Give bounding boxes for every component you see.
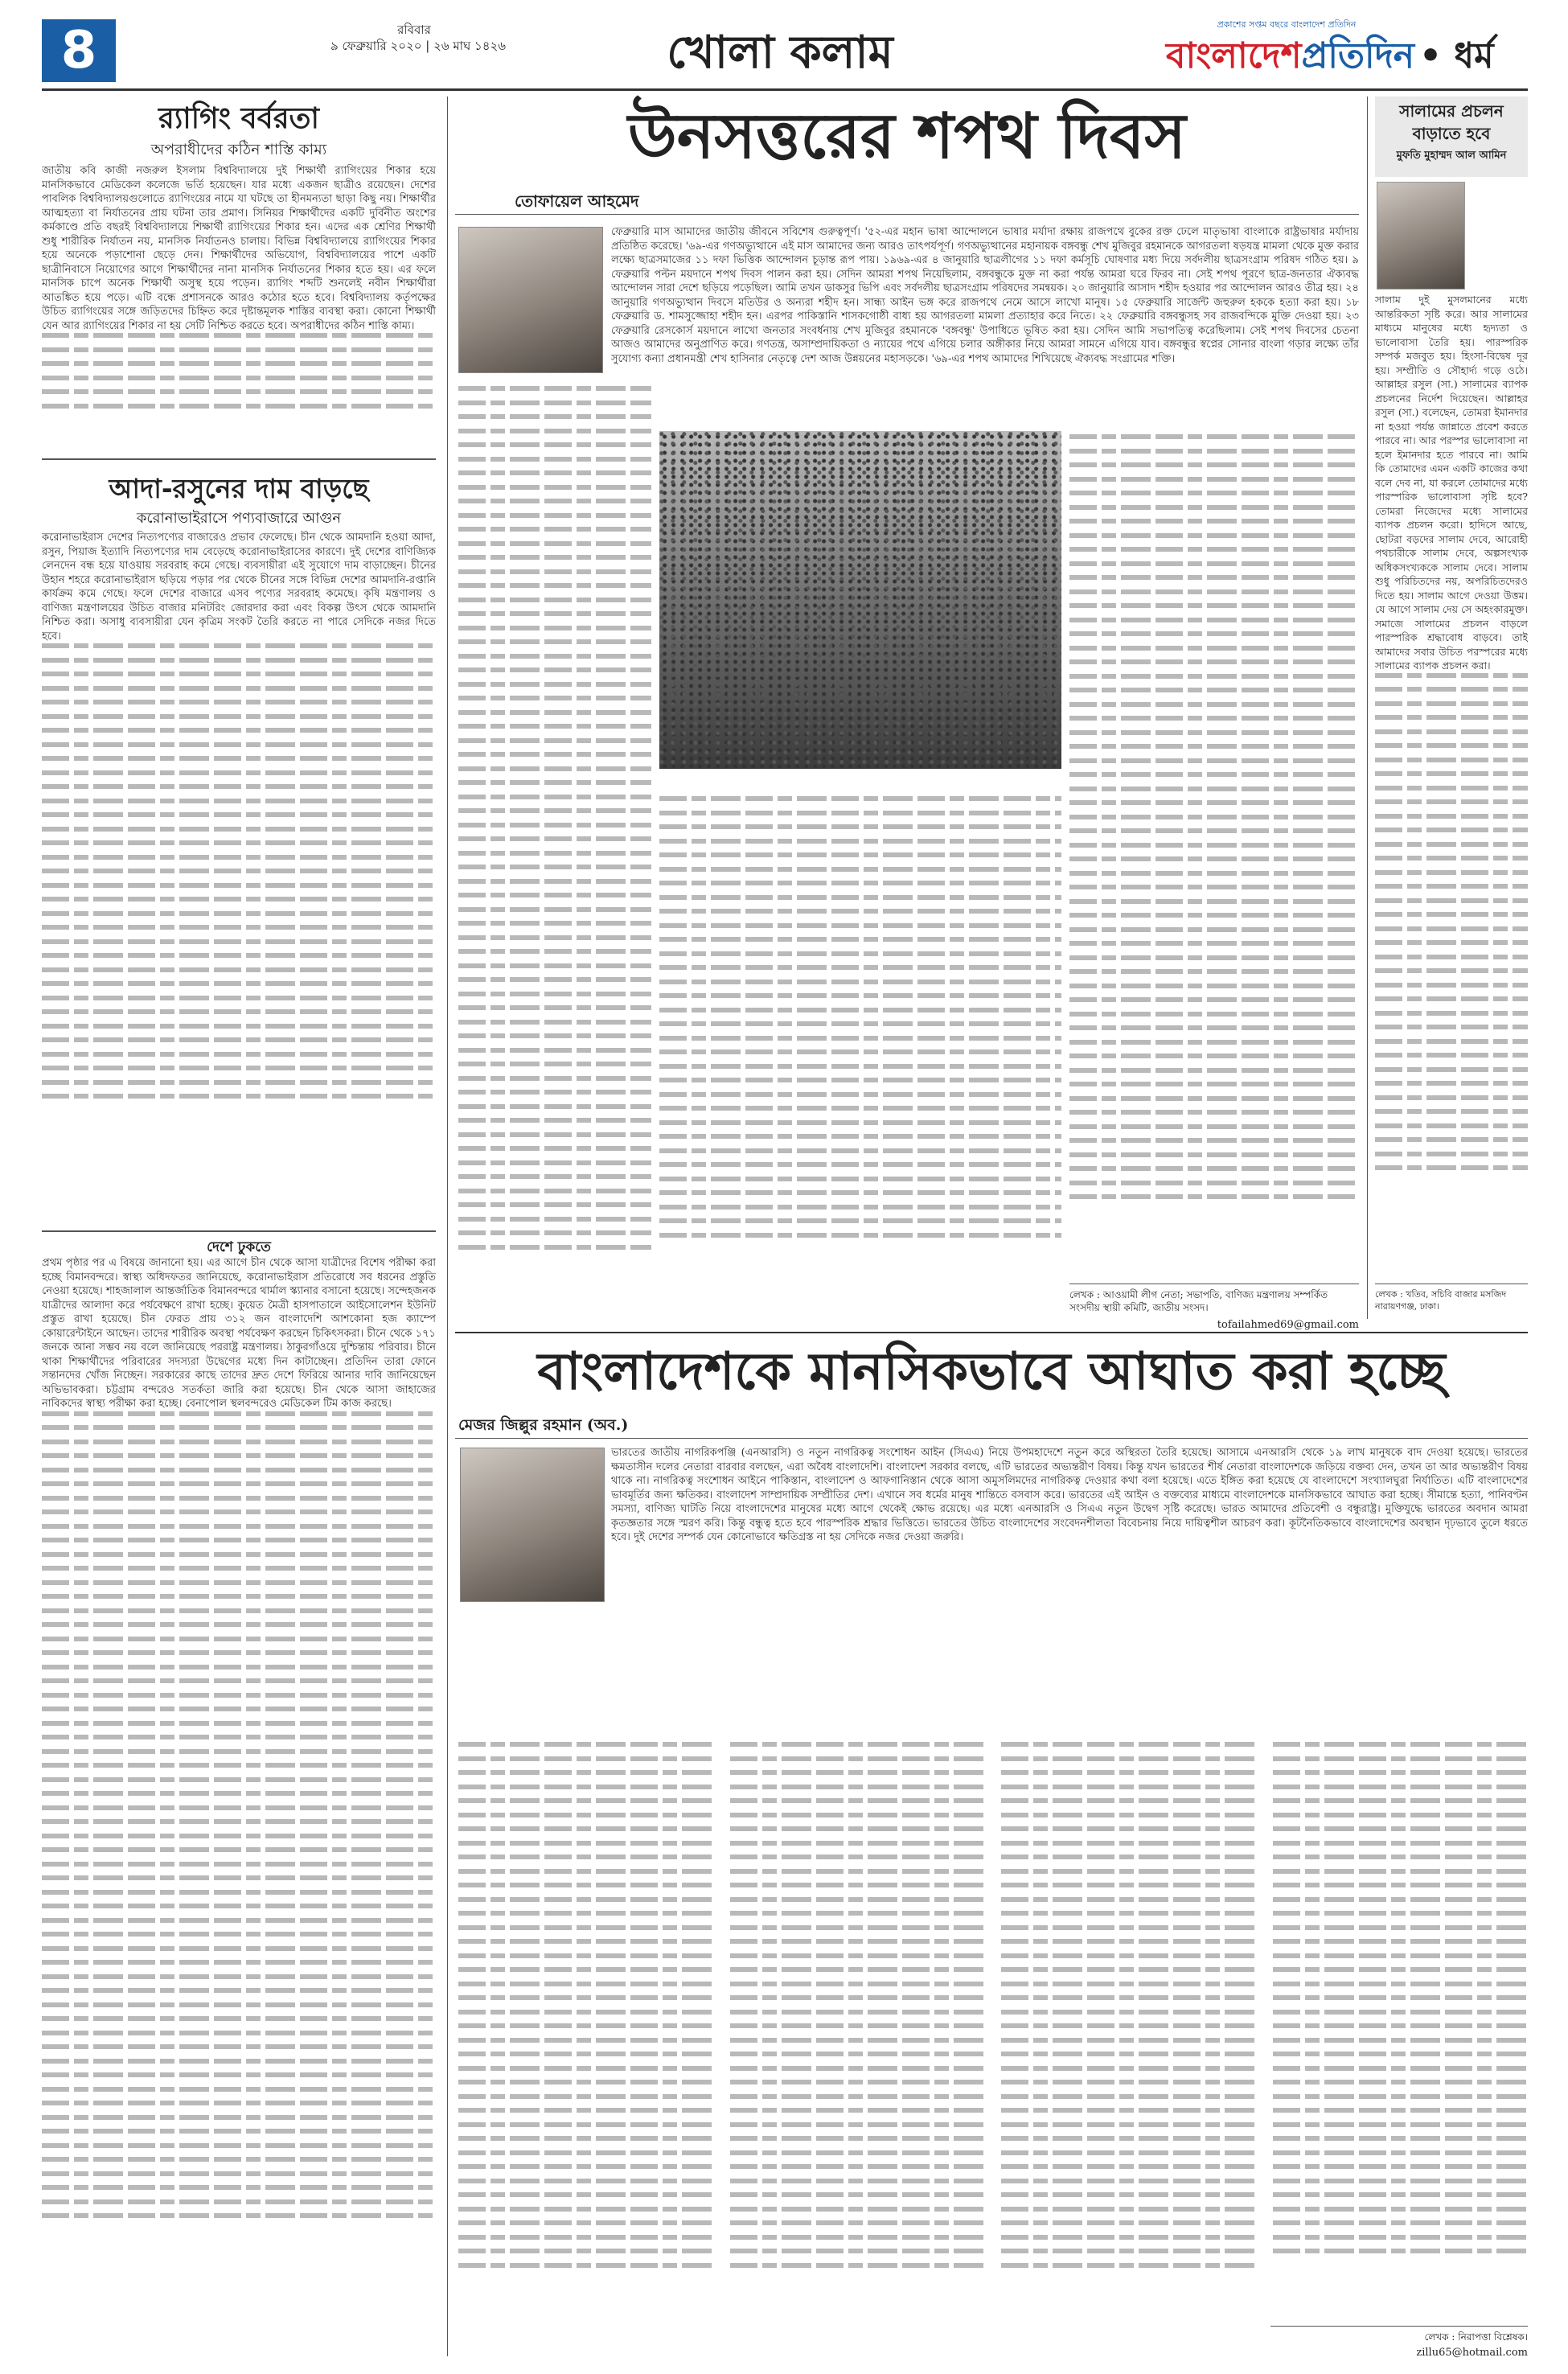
bottom-email: zillu65@hotmail.com <box>1416 2347 1528 2359</box>
ginger-body <box>42 531 436 1221</box>
ragging-subtitle: অপরাধীদের কঠিন শাস্তি কাম্য <box>150 141 327 158</box>
masthead-suffix: • ধর্ম <box>1418 35 1494 76</box>
main-title: উনসত্তরের শপথ দিবস <box>628 101 1186 173</box>
ginger-title: আদা-রসুনের দাম বাড়ছে <box>109 473 369 504</box>
salam-body <box>1375 293 1528 1274</box>
dese-body <box>42 1256 436 2351</box>
divider-ginger <box>42 1230 436 1232</box>
main-body-col3 <box>1069 434 1359 1271</box>
column-rule-left <box>447 97 448 2356</box>
masthead-part1: বাংলাদেশ <box>1166 35 1302 76</box>
date-line: ৯ ফেব্রুয়ারি ২০২০ | ২৬ মাঘ ১৪২৬ <box>330 39 507 53</box>
bottom-title: বাংলাদেশকে মানসিকভাবে আঘাত করা হচ্ছে <box>537 1342 1446 1402</box>
bottom-body-cols <box>458 1742 1528 2321</box>
bottom-body <box>611 1446 1528 1739</box>
main-body-text: ফেব্রুয়ারি মাস আমাদের জাতীয় জীবনে সবিশেষ গুরুত্বপূর্ণ। '৫২-এর মহান ভাষা আন্দোলনে ভাষার মর্যাদা রক্ষায় রাজপথে বুকের রক্ত ঢেলে মাতৃভাষা বাংলাকে রাষ্ট্রভাষার মর্যাদায় প্রতিষ্ঠিত করেছে। '৬৯-এর গণঅভ্যুত্থানে এই মাস আমাদের জন্য আরও তাৎপর্যপূর্ণ। গণঅভ্যুত্থানের মহানায়ক বঙ্গবন্ধু শেখ মুজিবুর রহমানকে আগরতলা ষড়যন্ত্র মামলা থেকে মুক্ত করার লক্ষ্যে ছাত্রসমাজের ১১ দফা ভিত্তিক আন্দোলন চূড়ান্ত রূপ পায়। ১৯৬৯-এর ৪ জানুয়ারি ছাত্রলীগের ১১ দফা কর্মসূচি ঘোষণার মধ্য দিয়ে সর্বদলীয় ছাত্রসংগ্রাম পরিষদ গঠিত হয়। ৯ ফেব্রুয়ারি পল্টন ময়দানে শপথ দিবস পালন করা হয়। সেদিন আমরা শপথ নিয়েছিলাম, বঙ্গবন্ধুকে মুক্ত না করা পর্যন্ত আমরা ঘরে ফিরব না। সেই শপথ পূরণে ছাত্র-জনতার ঐক্যবদ্ধ আন্দোলন সারা দেশে ছড়িয়ে পড়েছিল। আমি তখন ডাকসুর ভিপি এবং সর্বদলীয় ছাত্রসংগ্রাম পরিষদের সমন্বয়ক। ২০ জানুয়ারি আসাদ শহীদ হওয়ার পর আন্দোলন আরও তীব্র হয়। ২৪ জানুয়ারি গণঅভ্যুত্থান দিবসে মতিউর ও অন্যরা শহীদ হন। সান্ধ্য আইন ভঙ্গ করে রাজপথে নেমে আসে লাখো মানুষ। ১৫ ফেব্রুয়ারি সার্জেন্ট জহুরুল হককে হত্যা করা হয়। ১৮ ফেব্রুয়ারি ড. শামসুজ্জোহা শহীদ হন। এরপর পাকিস্তানি শাসকগোষ্ঠী বাধ্য হয় আগরতলা মামলা প্রত্যাহার করে নিতে। ২২ ফেব্রুয়ারি বঙ্গবন্ধুসহ সব রাজবন্দিকে মুক্তি দেওয়া হয়। ২৩ ফেব্রুয়ারি রেসকোর্স ময়দানে লাখো জনতার সংবর্ধনায় শেখ মুজিবুর রহমানকে 'বঙ্গবন্ধু' উপাধিতে ভূষিত করা হয়। সেদিন আমি সভাপতিত্ব করেছিলাম। সেই শপথ দিবসের চেতনা আজও আমাদের অনুপ্রাণিত করে। গণতন্ত্র, অসাম্প্রদায়িকতা ও ন্যায়ের পথে এগিয়ে চলার অঙ্গীকার নিয়ে আমরা সামনে এগিয়ে যাব। বঙ্গবন্ধুর স্বপ্নের সোনার বাংলা গড়ার লক্ষ্যে তাঁর সুযোগ্য কন্যা প্রধানমন্ত্রী শেখ হাসিনার নেতৃত্বে দেশ আজ উন্নয়নের মহাসড়কে। '৬৯-এর শপথ আমাদের শিখিয়েছে ঐক্যবদ্ধ সংগ্রামের শক্তি। <box>611 226 1359 365</box>
main-body-col2 <box>659 796 1061 1279</box>
masthead-tagline: প্রকাশের সপ্তম বছরে বাংলাদেশ প্রতিদিন <box>1217 19 1357 30</box>
main-author-photo <box>458 227 603 373</box>
page-number-box <box>42 19 116 82</box>
header-rule <box>42 88 1528 91</box>
divider-ragging <box>42 458 436 460</box>
salam-author: মুফতি মুহাম্মদ আল আমিন <box>1396 150 1507 162</box>
bottom-footnote-rule <box>1270 2326 1528 2327</box>
salam-body-text: সালাম দুই মুসলমানের মধ্যে আন্তরিকতা সৃষ্টি করে। আর সালামের মাধ্যমে মানুষের মধ্যে হৃদ্যতা ও ভালোবাসা তৈরি হয়। পারস্পরিক সম্পর্ক মজবুত হয়। হিংসা-বিদ্বেষ দূর হয়। সম্প্রীতি ও সৌহার্দ্য গড়ে ওঠে। আল্লাহর রসুল (সা.) সালামের ব্যাপক প্রচলনের নির্দেশ দিয়েছেন। আল্লাহর রসুল (সা.) বলেছেন, তোমরা ইমানদার না হওয়া পর্যন্ত জান্নাতে প্রবেশ করতে পারবে না। আর পরস্পর ভালোবাসা না হলে ইমানদার হতে পারবে না। আমি কি তোমাদের এমন একটি কাজের কথা বলে দেব না, যা করলে তোমাদের মধ্যে পারস্পরিক ভালোবাসা সৃষ্টি হবে? তোমরা নিজেদের মধ্যে সালামের ব্যাপক প্রচলন করো। হাদিসে আছে, ছোটরা বড়দের সালাম দেবে, আরোহী পথচারীকে সালাম দেবে, অল্পসংখ্যক অধিকসংখ্যককে সালাম দেবে। সালাম শুধু পরিচিতদের নয়, অপরিচিতদেরও দিতে হয়। সালাম আগে দেওয়া উত্তম। যে আগে সালাম দেয় সে অহংকারমুক্ত। সমাজে সালামের প্রচলন বাড়লে পারস্পরিক শ্রদ্ধাবোধ বাড়বে। তাই আমাদের সবার উচিত পরস্পরের মধ্যে সালামের ব্যাপক প্রচলন করা। <box>1375 294 1528 672</box>
main-body-left-col <box>458 386 651 1271</box>
main-author: তোফায়েল আহমেদ <box>515 191 639 211</box>
main-footnote: লেখক : আওয়ামী লীগ নেতা; সভাপতি, বাণিজ্য মন্ত্রণালয় সম্পর্কিত সংসদীয় স্থায়ী কমিটি, জাতীয় সংসদ। <box>1069 1289 1328 1313</box>
salam-title-line2: বাড়াতে হবে <box>1412 124 1491 143</box>
main-author-rule <box>455 214 1359 215</box>
salam-title-line1: সালামের প্রচলন <box>1399 101 1504 121</box>
bottom-footnote: লেখক : নিরাপত্তা বিশ্লেষক। <box>1424 2331 1528 2343</box>
ginger-subtitle: করোনাভাইরাসে পণ্যবাজারে আগুন <box>136 510 342 527</box>
main-body <box>611 225 1359 431</box>
main-photo <box>659 431 1061 769</box>
dese-body-text: প্রথম পৃষ্ঠার পর এ বিষয়ে জানানো হয়। এর আগে চীন থেকে আসা যাত্রীদের বিশেষ পরীক্ষা করা হচ্ছে বিমানবন্দরে। স্বাস্থ্য অধিদফতর জানিয়েছে, করোনাভাইরাস প্রতিরোধে সব ধরনের প্রস্তুতি নেওয়া হয়েছে। শাহজালাল আন্তর্জাতিক বিমানবন্দরে থার্মাল স্ক্যানার বসানো হয়েছে। সন্দেহজনক যাত্রীদের আলাদা করে পর্যবেক্ষণে রাখা হচ্ছে। কুয়েত মৈত্রী হাসপাতালে আইসোলেশন ইউনিট প্রস্তুত রাখা হয়েছে। চীন ফেরত প্রায় ৩১২ জন বাংলাদেশি আশকোনা হজ ক্যাম্পে কোয়ারেন্টাইনে আছেন। তাদের শারীরিক অবস্থা পর্যবেক্ষণ করছেন চিকিৎসকরা। চীনে থেকে ১৭১ জনকে আনা সম্ভব নয় বলে জানিয়েছে পররাষ্ট্র মন্ত্রণালয়। ঠাকুরগাঁওয়ে দুশ্চিন্তায় পরিবার। চীনে থাকা শিক্ষার্থীদের পরিবারের সদস্যরা উদ্বেগের মধ্যে দিন কাটাচ্ছেন। প্রতিদিন তারা ফোনে সন্তানদের খোঁজ নিচ্ছেন। সরকারের কাছে তাদের দ্রুত দেশে ফিরিয়ে আনার দাবি জানিয়েছেন অভিভাবকরা। চট্টগ্রাম বন্দরেও সতর্কতা জারি করা হয়েছে। চীন থেকে আসা জাহাজের নাবিকদের স্বাস্থ্য পরীক্ষা করা হচ্ছে। বেনাপোল স্থলবন্দরেও মেডিকেল টিম কাজ করছে। <box>42 1257 436 1410</box>
page-number: 8 <box>60 21 97 80</box>
bottom-body-text: ভারতের জাতীয় নাগরিকপঞ্জি (এনআরসি) ও নতুন নাগরিকত্ব সংশোধন আইন (সিএএ) নিয়ে উপমহাদেশে নতুন করে অস্থিরতা তৈরি হয়েছে। আসামে এনআরসি থেকে ১৯ লাখ মানুষকে বাদ দেওয়া হয়েছে। ভারতের ক্ষমতাসীন দলের নেতারা বারবার বলছেন, এরা অবৈধ বাংলাদেশি। বাংলাদেশ সরকার বলছে, এটি ভারতের অভ্যন্তরীণ বিষয়। কিন্তু যখন ভারতের শীর্ষ নেতারা বাংলাদেশকে জড়িয়ে বক্তব্য দেন, তখন তা আর অভ্যন্তরীণ বিষয় থাকে না। নাগরিকত্ব সংশোধন আইনে পাকিস্তান, বাংলাদেশ ও আফগানিস্তান থেকে আসা অমুসলিমদের নাগরিকত্ব দেওয়ার কথা বলা হয়েছে। এতে ইঙ্গিত করা হয়েছে যে বাংলাদেশে সংখ্যালঘুরা নির্যাতিত। এটি বাংলাদেশের ভাবমূর্তির জন্য ক্ষতিকর। বাংলাদেশ সাম্প্রদায়িক সম্প্রীতির দেশ। এখানে সব ধর্মের মানুষ শান্তিতে বসবাস করে। ভারতের এই আইন ও বক্তব্যের মাধ্যমে বাংলাদেশকে মানসিকভাবে আঘাত করা হচ্ছে। সীমান্তে হত্যা, পানিবণ্টন সমস্যা, বাণিজ্য ঘাটতি নিয়ে বাংলাদেশের মানুষের মধ্যে আগে থেকেই ক্ষোভ রয়েছে। এর মধ্যে এনআরসি ও সিএএ নতুন উদ্বেগ সৃষ্টি করেছে। ভারত আমাদের প্রতিবেশী ও বন্ধুরাষ্ট্র। মুক্তিযুদ্ধে ভারতের অবদান আমরা কৃতজ্ঞতার সঙ্গে স্মরণ করি। কিন্তু বন্ধুত্ব হতে হবে পারস্পরিক শ্রদ্ধার ভিত্তিতে। ভারতের উচিত বাংলাদেশের সংবেদনশীলতা বিবেচনায় নিয়ে দায়িত্বশীল আচরণ করা। কূটনৈতিকভাবে বাংলাদেশের অবস্থান দৃঢ়ভাবে তুলে ধরতে হবে। দুই দেশের সম্পর্ক যেন কোনোভাবে ক্ষতিগ্রস্ত না হয় সেদিকে নজর দেওয়া জরুরি। <box>611 1447 1528 1543</box>
bottom-section-rule <box>455 1332 1528 1333</box>
masthead-logo <box>1166 29 1494 88</box>
column-rule-right <box>1367 97 1368 1319</box>
section-title: খোলা কলাম <box>667 27 893 79</box>
salam-author-photo <box>1377 182 1465 290</box>
dese-title: দেশে ঢুকতে <box>207 1239 271 1255</box>
day-label: রবিবার <box>397 23 431 37</box>
masthead-part2: প্রতিদিন <box>1301 35 1414 76</box>
ragging-body <box>42 164 436 450</box>
ragging-body-text: জাতীয় কবি কাজী নজরুল ইসলাম বিশ্ববিদ্যালয়ে দুই শিক্ষার্থী র‍্যাগিংয়ের শিকার হয়ে মানসিকভাবে মেডিকেল কলেজে ভর্তি হয়েছেন। যার মধ্যে একজন ছাত্রীও রয়েছেন। দেশের পাবলিক বিশ্ববিদ্যালয়গুলোতে র‍্যাগিংয়ের নামে যা ঘটছে তা হীনমন্যতা ছাড়া কিছু নয়। শিক্ষার্থীর আত্মহত্যা বা নির্যাতনের প্রায় ঘটনা তার প্রমাণ। সিনিয়র শিক্ষার্থীদের একটি দুর্বিনীত অংশের কর্মকাণ্ডে প্রতি বছরই বিশ্ববিদ্যালয়ে শিক্ষার্থী র‍্যাগিংয়ের শিকার হন। এদের এক শ্রেণির শিক্ষার্থী শুধু শারীরিক নির্যাতন নয়, মানসিক নির্যাতনও চালায়। বিভিন্ন বিশ্ববিদ্যালয়ে র‍্যাগিংয়ের শিকার হয়ে অনেকে পড়াশোনা ছেড়ে দেন। শিক্ষার্থীদের অভিযোগ, বিশ্ববিদ্যালয়ের পাশে একটি ছাত্রীনিবাসে নিয়োগের আগে শিক্ষার্থীদের নানা মানসিক নির্যাতনের শিকার হতে হয়। এর ফলে মানসিক চাপে অনেক শিক্ষার্থী অসুস্থ হয়ে পড়েন। র‍্যাগিং শব্দটি শুনলেই নবীন শিক্ষার্থীরা আতঙ্কিত হয়ে পড়ে। এটি বন্ধে প্রশাসনকে আরও কঠোর হতে হবে। বিশ্ববিদ্যালয় কর্তৃপক্ষের উচিত র‍্যাগিংয়ের সঙ্গে জড়িতদের চিহ্নিত করে দৃষ্টান্তমূলক শাস্তির ব্যবস্থা করা। কোনো শিক্ষার্থী যেন আর র‍্যাগিংয়ের শিকার না হয় সেটি নিশ্চিত করতে হবে। অপরাধীদের কঠিন শাস্তি কাম্য। <box>42 165 436 332</box>
bottom-author-rule <box>455 1438 1528 1439</box>
salam-footnote: লেখক : খতিব, সচিবি বাজার মসজিদ নারায়ণগঞ্জ, ঢাকা। <box>1375 1289 1507 1312</box>
bottom-author: মেজর জিল্লুর রহমান (অব.) <box>458 1416 629 1434</box>
ragging-title: র‍্যাগিং বর্বরতা <box>158 102 319 135</box>
ginger-body-text: করোনাভাইরাস দেশের নিত্যপণ্যের বাজারেও প্রভাব ফেলেছে। চীন থেকে আমদানি হওয়া আদা, রসুন, পিয়াজ ইত্যাদি নিত্যপণ্যের দাম বেড়েছে করোনাভাইরাসের কারণে। দুই দেশের বাণিজ্যিক লেনদেন বন্ধ হয়ে যাওয়ায় সরবরাহ কমে গেছে। ব্যবসায়ীরা এই সুযোগে দাম বাড়াচ্ছেন। চীনের উহান শহরে করোনাভাইরাস ছড়িয়ে পড়ার পর থেকে চীনের সঙ্গে বিভিন্ন দেশের আমদানি-রপ্তানি কার্যক্রম কমে গেছে। ফলে দেশের বাজারে এসব পণ্যের সরবরাহ কমেছে। কৃষি মন্ত্রণালয় ও বাণিজ্য মন্ত্রণালয়ের উচিত বাজার মনিটরিং জোরদার করা এবং বিকল্প উৎস থেকে আমদানি নিশ্চিত করা। অসাধু ব্যবসায়ীরা যেন কৃত্রিম সংকট তৈরি করতে না পারে সেদিকে নজর দিতে হবে। <box>42 532 436 643</box>
main-email: tofailahmed69@gmail.com <box>1217 1319 1359 1331</box>
bottom-author-photo <box>460 1448 605 1602</box>
